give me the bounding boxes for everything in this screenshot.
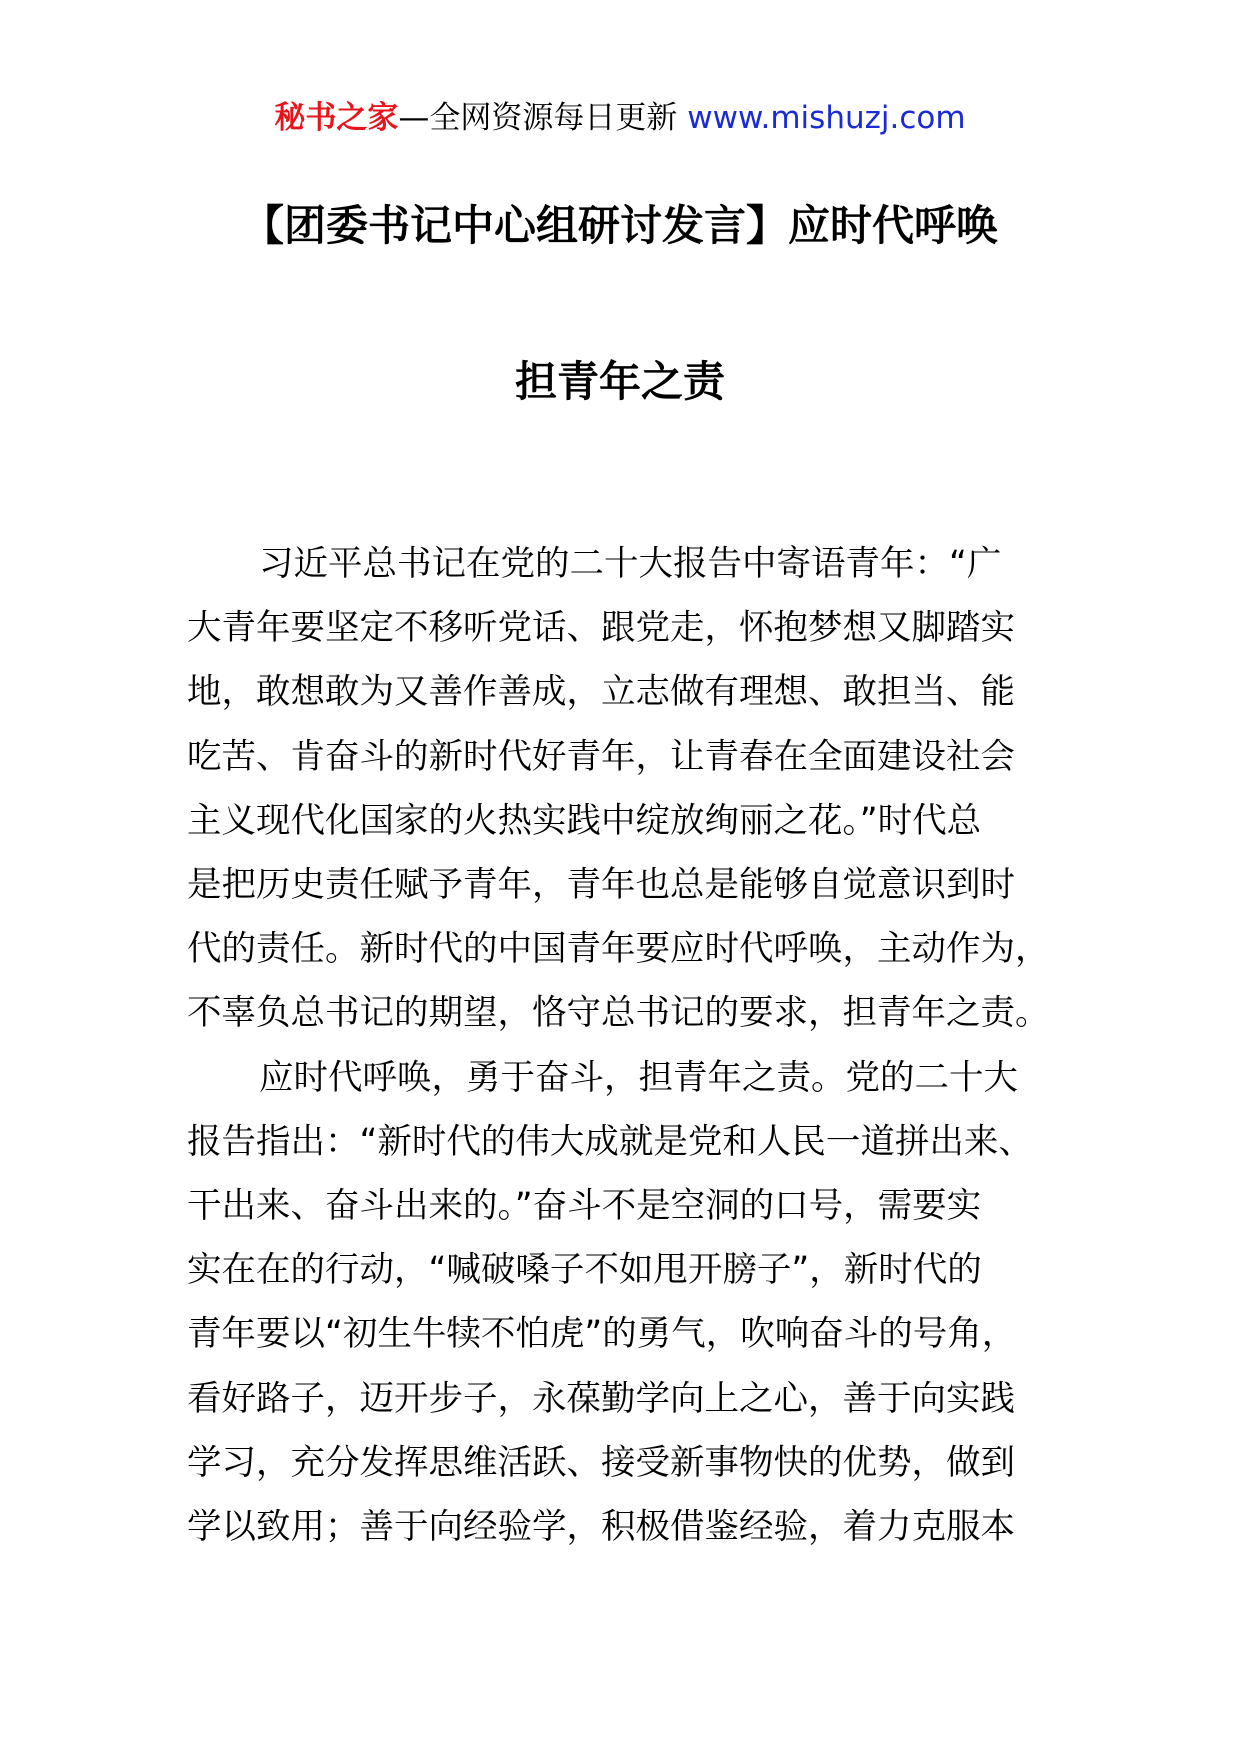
paragraph-line: 大青年要坚定不移听党话、跟党走，怀抱梦想又脚踏实	[187, 608, 1015, 649]
site-header	[0, 98, 1240, 138]
paragraph-line: 青年要以“初生牛犊不怕虎”的勇气，吹响奋斗的号角，	[187, 1314, 1017, 1355]
paragraph-line: 学以致用；善于向经验学，积极借鉴经验，着力克服本	[187, 1507, 1015, 1548]
paragraph-line: 不辜负总书记的期望，恪守总书记的要求，担青年之责。	[187, 993, 1050, 1034]
paragraph-line: 应时代呼唤，勇于奋斗，担青年之责。党的二十大	[259, 1057, 1018, 1098]
paragraph-line: 学习，充分发挥思维活跃、接受新事物快的优势，做到	[187, 1442, 1015, 1483]
paragraph-line: 主义现代化国家的火热实践中绽放绚丽之花。”时代总	[187, 800, 982, 841]
paragraph-1	[187, 532, 1067, 1046]
paragraph-2	[187, 1046, 1067, 1560]
paragraph-line: 是把历史责任赋予青年，青年也总是能够自觉意识到时	[187, 865, 1015, 906]
header-tagline: —全网资源每日更新	[398, 100, 678, 136]
paragraph-line: 代的责任。新时代的中国青年要应时代呼唤，主动作为，	[187, 929, 1050, 970]
paragraph-line: 习近平总书记在党的二十大报告中寄语青年：“广	[259, 544, 1002, 584]
paragraph-line: 报告指出：“新时代的伟大成就是党和人民一道拼出来、	[187, 1121, 1033, 1162]
document-title-line-2: 担青年之责	[514, 357, 725, 406]
document-title-line-1: 【团委书记中心组研讨发言】应时代呼唤	[241, 201, 998, 250]
paragraph-line: 实在在的行动，“喊破嗓子不如甩开膀子”，新时代的	[187, 1250, 982, 1291]
document-body	[187, 532, 1067, 1559]
brand-name: 秘书之家	[274, 100, 399, 136]
paragraph-line: 干出来、奋斗出来的。”奋斗不是空洞的口号，需要实	[187, 1186, 982, 1227]
site-url-link[interactable]: www.mishuzj.com	[687, 100, 966, 136]
paragraph-line: 地，敢想敢为又善作善成，立志做有理想、敢担当、能	[187, 672, 1015, 713]
paragraph-line: 吃苦、肯奋斗的新时代好青年，让青春在全面建设社会	[187, 736, 1015, 777]
paragraph-line: 看好路子，迈开步子，永葆勤学向上之心，善于向实践	[187, 1378, 1015, 1419]
